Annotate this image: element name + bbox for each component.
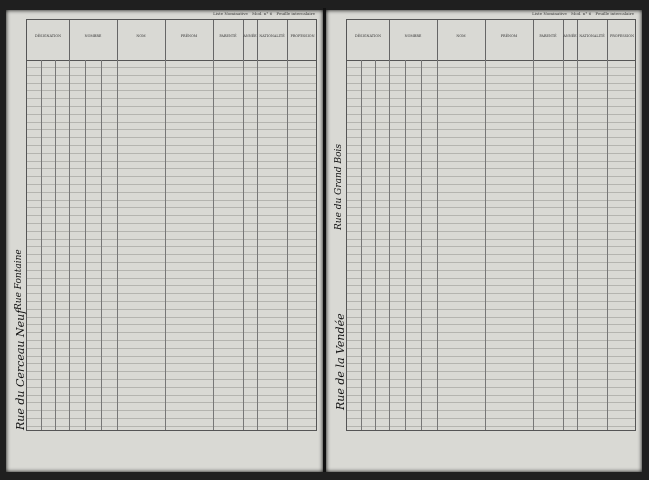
sheet-label: Mod. n° 6 xyxy=(252,11,273,16)
census-table-right xyxy=(346,19,636,431)
col-annee: ANNÉE xyxy=(243,20,258,60)
sheet-type-right: Feuille intercalaire xyxy=(595,11,634,16)
page-header-right xyxy=(529,11,634,16)
col-designation: DÉSIGNATION xyxy=(27,20,70,60)
census-table xyxy=(26,19,317,431)
col-nom-r: NOM xyxy=(437,20,486,60)
col-profession: PROFESSION xyxy=(290,34,315,38)
col-annee-r: ANNÉE xyxy=(563,20,578,60)
col-designation-r: DÉSIGNATION xyxy=(347,20,390,60)
col-parente-r: PARENTÉ xyxy=(533,20,564,60)
sheet-type: Feuille intercalaire xyxy=(276,11,315,16)
table-rows xyxy=(27,60,316,430)
list-label-right: Liste Nominative xyxy=(532,11,567,16)
left-page xyxy=(6,10,323,472)
street-name-right-2: Rue du Grand Bois xyxy=(334,144,344,230)
page-header xyxy=(210,11,315,16)
street-name-left: Rue du Cerceau Neuf xyxy=(14,309,27,430)
col-nombre: NOMBRE xyxy=(69,20,118,60)
list-label: Liste Nominative xyxy=(213,11,248,16)
table-rows-right xyxy=(347,60,635,430)
col-prenom-r: PRÉNOM xyxy=(485,20,534,60)
col-parente: PARENTÉ xyxy=(213,20,244,60)
col-prenom: PRÉNOM xyxy=(165,20,214,60)
col-nom: NOM xyxy=(117,20,166,60)
col-nationalite: NATIONALITÉ xyxy=(257,20,288,60)
sheet-label-right: Mod. n° 6 xyxy=(571,11,592,16)
street-name-left-2: Rue Fontaine xyxy=(14,249,24,310)
col-nationalite-r: NATIONALITÉ xyxy=(577,20,608,60)
col-profession-r: PROFESSION xyxy=(609,34,635,38)
right-page xyxy=(326,10,642,472)
street-name-right: Rue de la Vendée xyxy=(334,313,347,410)
table-header-right xyxy=(347,20,635,61)
table-header xyxy=(27,20,316,61)
col-nombre-r: NOMBRE xyxy=(389,20,438,60)
